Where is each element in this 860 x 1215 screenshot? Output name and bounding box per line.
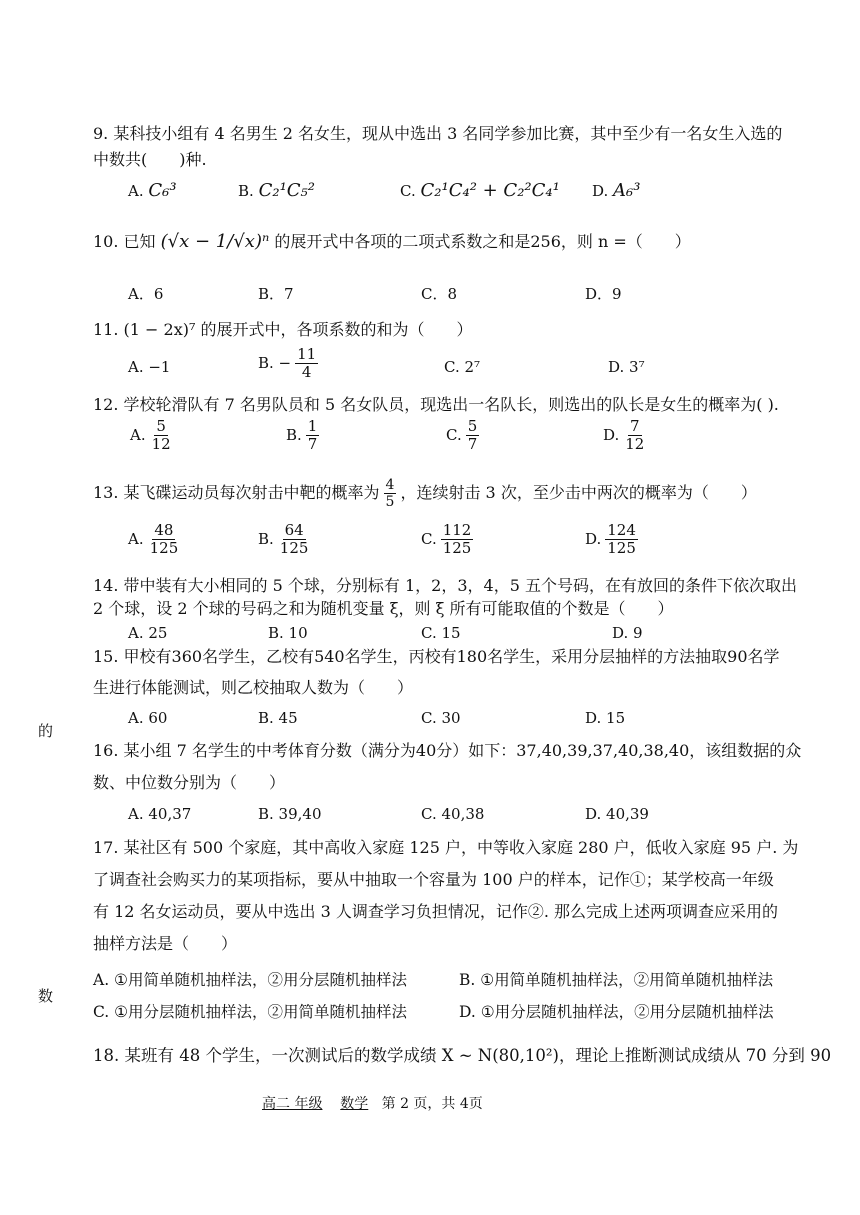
q15-option-c: C. 30 [421,709,461,727]
q12-option-d: D. $\frac{7}{12}$ [603,417,645,454]
q17-option-d: D. ①用分层随机抽样法，②用分层随机抽样法 [459,1003,774,1021]
q14-stem-line2: 2 个球，设 2 个球的号码之和为随机变量 ξ，则 ξ 所有可能取值的个数是（ ） [93,599,674,618]
q16-option-d: D. 40,39 [585,805,649,823]
q13-option-b: B. $\frac{64}{125}$ [258,521,309,558]
margin-char-1: 的 [38,722,54,740]
q13-option-a: A. $\frac{48}{125}$ [128,521,179,558]
q10-option-c: C．8 [421,285,458,303]
q14-option-a: A. 25 [128,624,168,642]
q9-stem-line2: 中数共( )种. [93,150,207,169]
q15-stem-line1: 15. 甲校有360名学生，乙校有540名学生，丙校有180名学生，采用分层抽样的方法抽取90名学 [93,647,780,666]
q12-option-b: B. $\frac{1}{7}$ [286,417,318,454]
q11-option-b: B. − $\frac{11}{4}$ [258,345,317,382]
q16-option-c: C. 40,38 [421,805,485,823]
q17-stem-line2: 了调查社会购买力的某项指标，要从中抽取一个容量为 100 户的样本，记作①；某学校高一年级 [93,870,774,889]
margin-char-2: 数 [38,987,54,1005]
q12-stem: 12. 学校轮滑队有 7 名男队员和 5 名女队员，现选出一名队长，则选出的队长是女生的概率为( ). [93,395,779,414]
q16-option-b: B. 39,40 [258,805,322,823]
q15-option-d: D. 15 [585,709,626,727]
footer-grade: 高二 年级 [262,1096,323,1112]
q17-option-c: C. ①用分层随机抽样法，②用简单随机抽样法 [93,1003,408,1021]
footer-subject: 数学 [340,1096,369,1112]
q16-stem-line1: 16. 某小组 7 名学生的中考体育分数（满分为40分）如下：37,40,39,37,40,38,40，该组数据的众 [93,741,802,760]
q11-stem: 11. (1 − 2x)⁷ 的展开式中，各项系数的和为（ ） [93,320,473,339]
q10-option-d: D．9 [585,285,622,303]
q14-option-b: B. 10 [268,624,308,642]
q13-stem: 13. 某飞碟运动员每次射击中靶的概率为 $\frac{4}{5}$ ，连续射击 3 次，至少击中两次的概率为（ ） [93,477,757,511]
q10-option-a: A．6 [128,285,164,303]
q17-option-a: A. ①用简单随机抽样法，②用分层随机抽样法 [93,971,407,989]
q13-option-d: D. $\frac{124}{125}$ [585,521,636,558]
q17-stem-line3: 有 12 名女运动员，要从中选出 3 人调查学习负担情况，记作②. 那么完成上述两项调查应采用的 [93,902,779,921]
q10-option-b: B．7 [258,285,294,303]
q14-option-d: D. 9 [612,624,643,642]
q17-stem-line1: 17. 某社区有 500 个家庭，其中高收入家庭 125 户，中等收入家庭 280 户，低收入家庭 95 户. 为 [93,838,799,857]
q15-option-a: A. 60 [128,709,168,727]
q10-stem: 10. 已知 (√x − 1/√x)ⁿ 的展开式中各项的二项式系数之和是256，则 n =（ ） [93,231,691,252]
q9-stem-line1: 9. 某科技小组有 4 名男生 2 名女生，现从中选出 3 名同学参加比赛，其中至少有一名女生入选的 [93,124,783,143]
q17-stem-line4: 抽样方法是（ ） [93,934,238,953]
q12-option-c: C. $\frac{5}{7}$ [446,417,478,454]
q15-stem-line2: 生进行体能测试，则乙校抽取人数为（ ） [93,678,414,697]
q14-stem-line1: 14. 带中装有大小相同的 5 个球，分别标有 1，2，3，4，5 五个号码，在有放回的条件下依次取出 [93,576,797,595]
q16-option-a: A. 40,37 [128,805,192,823]
footer-page: 第 2 页，共 4页 [381,1096,483,1112]
q18-stem: 18. 某班有 48 个学生，一次测试后的数学成绩 X ~ N(80,10²)，理论上推断测试成绩从 70 分到 90 [93,1046,832,1065]
q14-option-c: C. 15 [421,624,461,642]
q13-option-c: C. $\frac{112}{125}$ [421,521,472,558]
q11-option-a: A. −1 [128,358,171,376]
q16-stem-line2: 数、中位数分别为（ ） [93,773,286,792]
q9-option-b: B. C₂¹C₅² [238,180,315,201]
q11-option-c: C. 2⁷ [444,358,481,376]
q9-option-d: D. A₆³ [592,180,641,201]
q9-option-c: C. C₂¹C₄² + C₂²C₄¹ [400,180,560,201]
q17-option-b: B. ①用简单随机抽样法，②用简单随机抽样法 [459,971,774,989]
q12-option-a: A. $\frac{5}{12}$ [130,417,171,454]
q15-option-b: B. 45 [258,709,298,727]
page-footer [262,1093,483,1113]
q9-option-a: A. C₆³ [128,180,177,201]
q11-option-d: D. 3⁷ [608,358,645,376]
